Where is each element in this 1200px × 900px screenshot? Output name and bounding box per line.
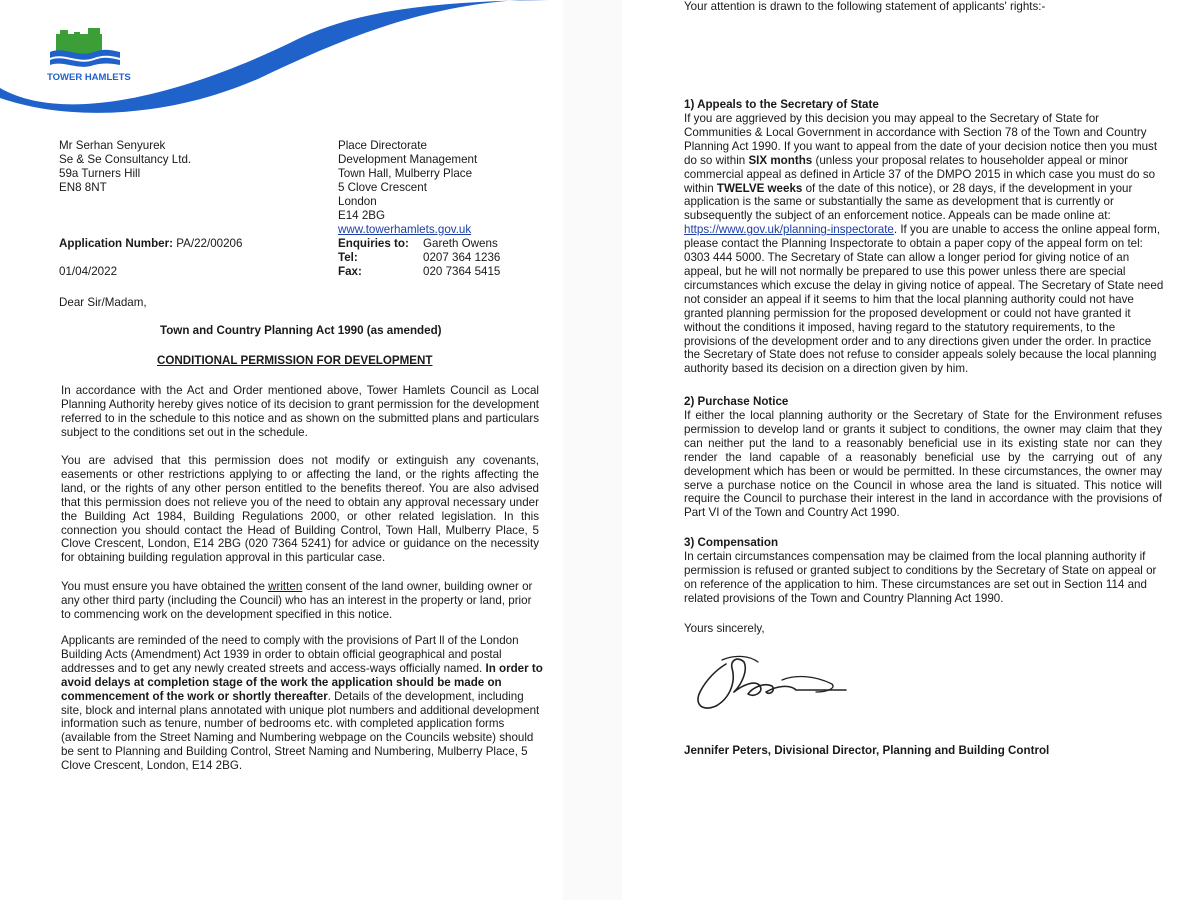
- salutation: Dear Sir/Madam,: [59, 296, 147, 309]
- paragraph-4-c: . Details of the development, including site, block and internal plans annotated with unique plot numbers and additional development information such as tenure, number of bedrooms etc. with completed application forms (available from the Street Naming and Numbering webpage on the Councils website) should be sent to Planning and Building Control, Street Naming and Numbering, Mulberry Place, 5 Clove Crescent, London, E14 2BG.: [61, 689, 540, 773]
- appeals-twelve-weeks: TWELVE weeks: [716, 181, 803, 195]
- application-number-value: PA/22/00206: [176, 237, 243, 250]
- sender-line-5: London: [338, 195, 377, 208]
- appeals-text-e: of the date of this notice), or 28 days, if the development in your application is the same or substantially the same as development that is currently or subsequently the subject of an enforcement notice. Appeals can be made online at:: [684, 181, 1133, 223]
- compensation-heading: 3) Compensation: [684, 536, 779, 549]
- application-number: [59, 237, 242, 251]
- website-link[interactable]: www.towerhamlets.gov.uk: [338, 223, 472, 236]
- compensation-text: In certain circumstances compensation may be claimed from the local planning authority if permission is refused or granted subject to conditions by the Secretary of State on appeal or on reference of the application to him. These circumstances are set out in Section 114 and related provisions of the Town and Country Planning Act 1990.: [684, 550, 1157, 605]
- signature: [686, 650, 856, 720]
- fax-label: Fax:: [338, 265, 362, 278]
- sender-line-1: Place Directorate: [338, 139, 427, 152]
- fax-value: 020 7364 5415: [423, 265, 501, 278]
- paragraph-3-emphasis: written: [268, 580, 303, 593]
- act-title: Town and Country Planning Act 1990 (as amended): [160, 324, 442, 337]
- recipient-line-2: Se & Se Consultancy Ltd.: [59, 153, 192, 166]
- purchase-text: If either the local planning authority or the Secretary of State for the Environment refuses permission to develop land or grants it subject to conditions, the owner may claim that they can neither put the land to a reasonably beneficial use in its existing state nor can they render the land capable of a reasonably beneficial use by the carrying out of any development which has been or would be permitted. In these circumstances, the owner may serve a purchase notice on the Council in whose area the land is situated. This notice will require the Council to purchase their interest in the land in accordance with the provisions of Part VI of the Town and Country Act 1990.: [684, 409, 1162, 520]
- recipient-line-1: Mr Serhan Senyurek: [59, 139, 166, 152]
- application-number-label: Application Number:: [59, 237, 174, 250]
- planning-inspectorate-link[interactable]: https://www.gov.uk/planning-inspectorate: [684, 223, 894, 237]
- page-gap: [563, 0, 622, 900]
- appeals-text-f: . If you are unable to access the online appeal form, please contact the Planning Inspectorate to obtain a paper copy of the appeal form on tel: 0303 444 5000. The Secretary of State can allow a longer period for giving notice of an appeal, but he will not normally be prepared to use this power unless there are special circumstances which excuse the delay in giving notice of appeal. The Secretary of State need not consider an appeal if it seems to him that the local planning authority could not have granted planning permission for the proposed development or could not have granted it without the conditions it imposed, having regard to the statutory requirements, to the provisions of the development order and to any directions given under the order. In practice the Secretary of State does not refuse to consider appeals solely because the local planning authority based its decision on a direction given by him.: [684, 223, 1164, 376]
- paragraph-4-a: Applicants are reminded of the need to comply with the provisions of Part ll of the London Building Acts (Amendment) Act 1939 in order to obtain official geographical and postal addresses and to get any newly created streets and access-ways officially named.: [61, 634, 519, 675]
- permission-title: CONDITIONAL PERMISSION FOR DEVELOPMENT: [157, 354, 433, 367]
- signatory-name: Jennifer Peters, Divisional Director, Planning and Building Control: [684, 744, 1050, 757]
- sender-line-6: E14 2BG: [338, 209, 386, 222]
- tower-hamlets-logo: [44, 28, 134, 88]
- appeals-text-a: If you are aggrieved by this decision you may appeal to the Secretary of State for Communities & Local Government in accordance with Section 78 of the Town and Country Planning Act 1990. If you want to appeal from the date of your decision notice then you must do so within: [684, 112, 1158, 167]
- letter-page-2: [622, 0, 1200, 900]
- appeals-text-c: (unless your proposal relates to householder appeal or minor commercial appeal as defined in Article 37 of the DMPO 2015 in which case you must do so within: [684, 153, 1156, 195]
- logo-emblem-icon: [50, 28, 120, 70]
- sender-line-4: 5 Clove Crescent: [338, 181, 427, 194]
- paragraph-4: [61, 634, 543, 773]
- letter-date: 01/04/2022: [59, 265, 118, 278]
- recipient-line-3: 59a Turners Hill: [59, 167, 141, 180]
- rights-intro: Your attention is drawn to the following statement of applicants' rights:-: [684, 0, 1046, 13]
- enquiries-value: Gareth Owens: [423, 237, 498, 250]
- paragraph-3-a: You must ensure you have obtained the: [61, 580, 269, 593]
- enquiries-label: Enquiries to:: [338, 237, 409, 250]
- paragraph-3-c: consent of the land owner, building owner or any other third party (including the Council) who has an interest in the property or land, prior to commencing work on the development specified in this notice.: [61, 580, 533, 621]
- paragraph-1: In accordance with the Act and Order mentioned above, Tower Hamlets Council as Local Planning Authority hereby gives notice of its decision to grant permission for the development referred to in the schedule to this notice and as shown on the submitted plans and particulars subject to the conditions set out in the schedule.: [61, 384, 539, 439]
- logo-text: TOWER HAMLETS: [47, 72, 131, 83]
- purchase-heading: 2) Purchase Notice: [684, 395, 789, 408]
- closing: Yours sincerely,: [684, 622, 765, 635]
- paragraph-4-emphasis: In order to avoid delays at completion stage of the work the application should be made on commencement of the work or shortly thereafter: [61, 661, 543, 703]
- sender-line-3: Town Hall, Mulberry Place: [338, 167, 473, 180]
- recipient-line-4: EN8 8NT: [59, 181, 107, 194]
- sender-line-2: Development Management: [338, 153, 478, 166]
- tel-label: Tel:: [338, 251, 358, 264]
- tel-value: 0207 364 1236: [423, 251, 501, 264]
- paragraph-2: You are advised that this permission does not modify or extinguish any covenants, easements or other restrictions applying to or affecting the land, or the rights affecting the land, or the rights of any other person entitled to the benefits thereof. You are also advised that this permission does not relieve you of the need to obtain any approval necessary under the Building Act 1984, Building Regulations 2000, or other related legislation. In this connection you should contact the Head of Building Control, Town Hall, Mulberry Place, 5 Clove Crescent, London, E14 2BG (020 7364 5241) for advice or guidance on the necessity for obtaining building regulation approval in this particular case.: [61, 454, 539, 565]
- appeals-text: [684, 112, 1166, 376]
- appeals-heading: 1) Appeals to the Secretary of State: [684, 98, 879, 111]
- letter-page-1: [0, 0, 563, 900]
- appeals-six-months: SIX months: [748, 153, 813, 167]
- paragraph-3: [61, 580, 539, 622]
